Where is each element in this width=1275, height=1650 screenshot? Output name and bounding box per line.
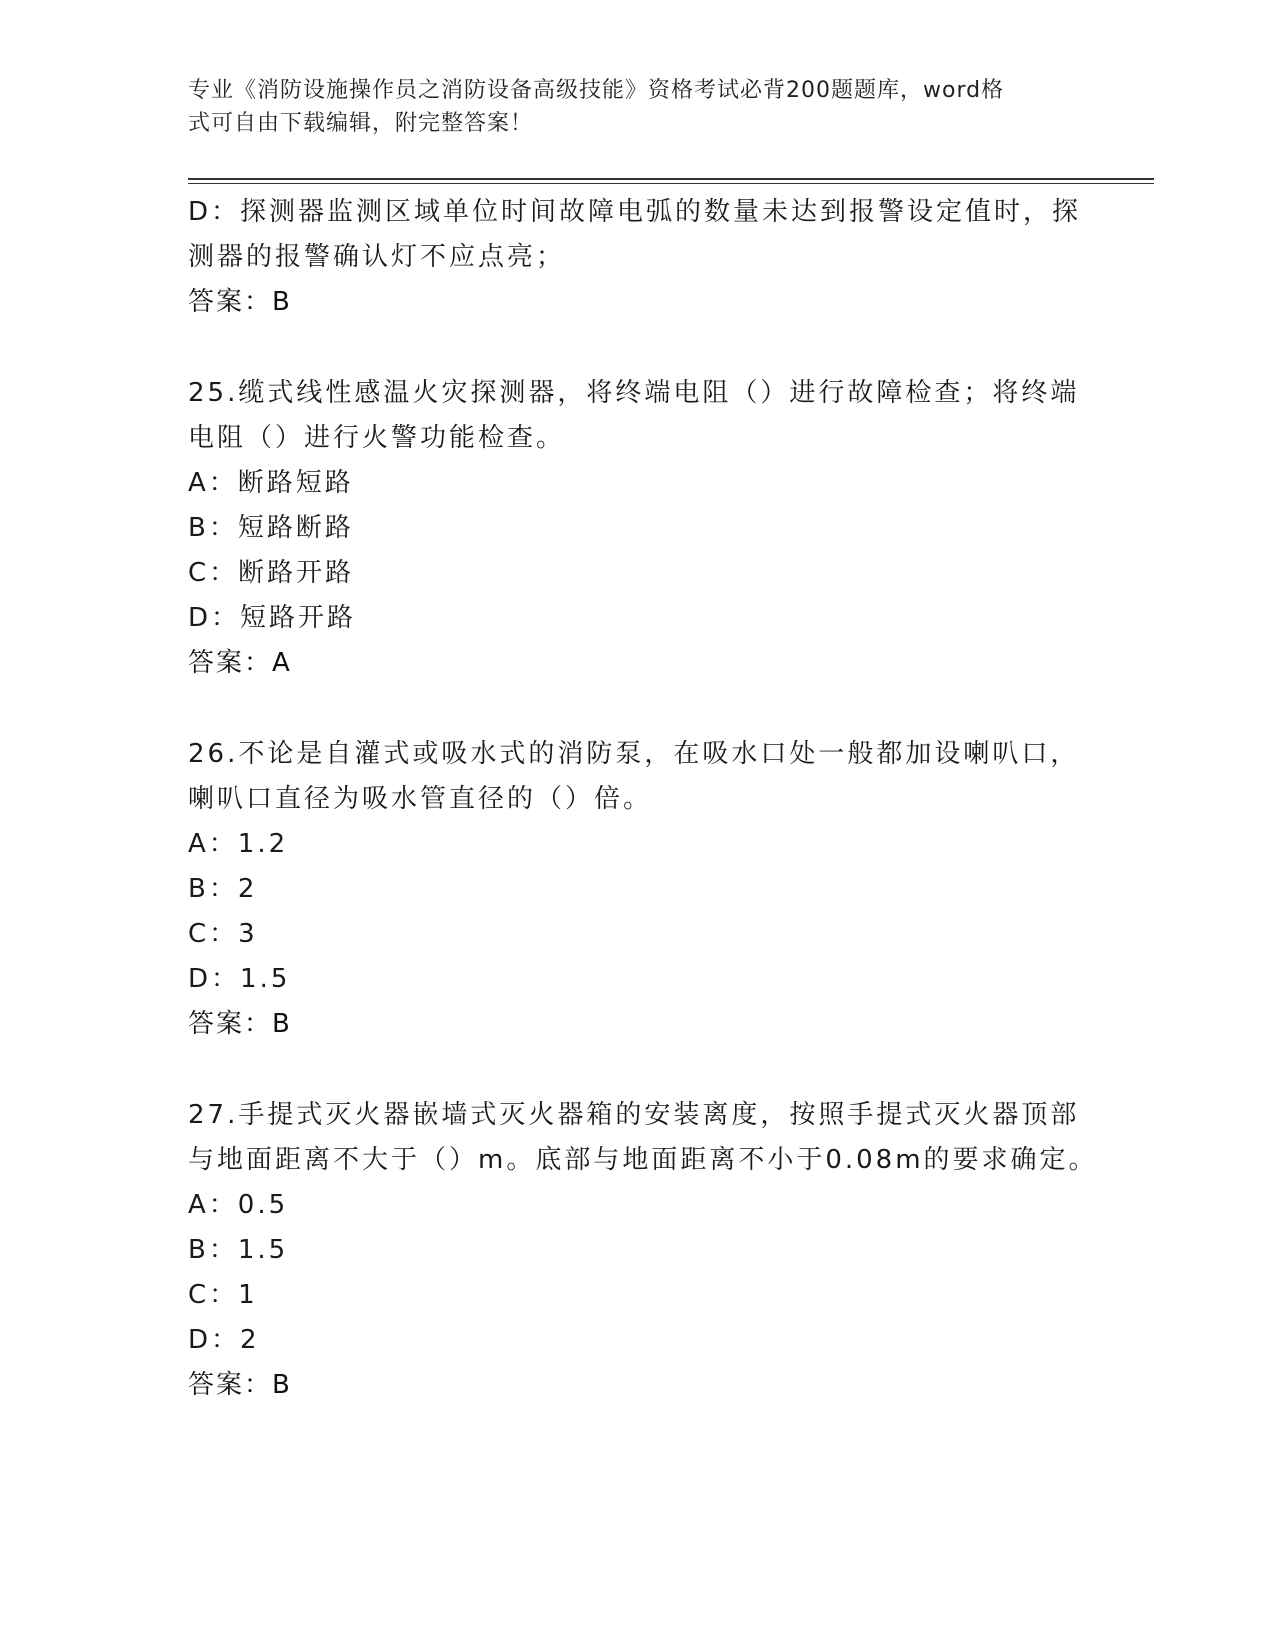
- option-b: B：1.5: [188, 1235, 289, 1265]
- question-26: [188, 732, 1088, 1047]
- header-divider-thin: [188, 183, 1154, 184]
- answer-line: 答案：B: [188, 287, 292, 317]
- previous-question-tail: [188, 190, 1088, 325]
- option-b: B：2: [188, 874, 258, 904]
- document-header: [188, 74, 1068, 140]
- spacer: [188, 325, 1088, 371]
- question-27: [188, 1093, 1098, 1408]
- answer-line: 答案：B: [188, 1370, 292, 1400]
- option-d-line-2: 测器的报警确认灯不应点亮；: [188, 242, 566, 272]
- option-a: A：断路短路: [188, 468, 354, 498]
- question-stem-line-1: 25.缆式线性感温火灾探测器，将终端电阻（）进行故障检查；将终端: [188, 378, 1080, 408]
- option-d: D：2: [188, 1325, 260, 1355]
- question-stem-line-1: 27.手提式灭火器嵌墙式灭火器箱的安装离度，按照手提式灭火器顶部: [188, 1100, 1080, 1130]
- answer-line: 答案：B: [188, 1009, 292, 1039]
- option-d: D：短路开路: [188, 603, 357, 633]
- question-stem-line-2: 喇叭口直径为吸水管直径的（）倍。: [188, 784, 653, 814]
- option-d-line-1: D：探测器监测区域单位时间故障电弧的数量未达到报警设定值时，探: [188, 197, 1082, 227]
- option-b: B：短路断路: [188, 513, 354, 543]
- question-stem-line-1: 26.不论是自灌式或吸水式的消防泵，在吸水口处一般都加设喇叭口，: [188, 739, 1080, 769]
- option-c: C：3: [188, 919, 258, 949]
- option-c: C：1: [188, 1280, 258, 1310]
- answer-line: 答案：A: [188, 648, 292, 678]
- header-line-2: 式可自由下载编辑，附完整答案！: [188, 111, 534, 136]
- question-25: [188, 371, 1088, 686]
- option-a: A：1.2: [188, 829, 289, 859]
- option-a: A：0.5: [188, 1190, 289, 1220]
- spacer: [188, 1047, 1088, 1093]
- question-stem-line-2: 电阻（）进行火警功能检查。: [188, 423, 566, 453]
- document-body: [188, 190, 1098, 1408]
- spacer: [188, 686, 1088, 732]
- header-line-1: 专业《消防设施操作员之消防设备高级技能》资格考试必背200题题库，word格: [188, 78, 1005, 103]
- option-c: C：断路开路: [188, 558, 355, 588]
- option-d: D：1.5: [188, 964, 291, 994]
- header-divider-thick: [188, 178, 1154, 180]
- question-stem-line-2: 与地面距离不大于（）m。底部与地面距离不小于0.08m的要求确定。: [188, 1145, 1098, 1175]
